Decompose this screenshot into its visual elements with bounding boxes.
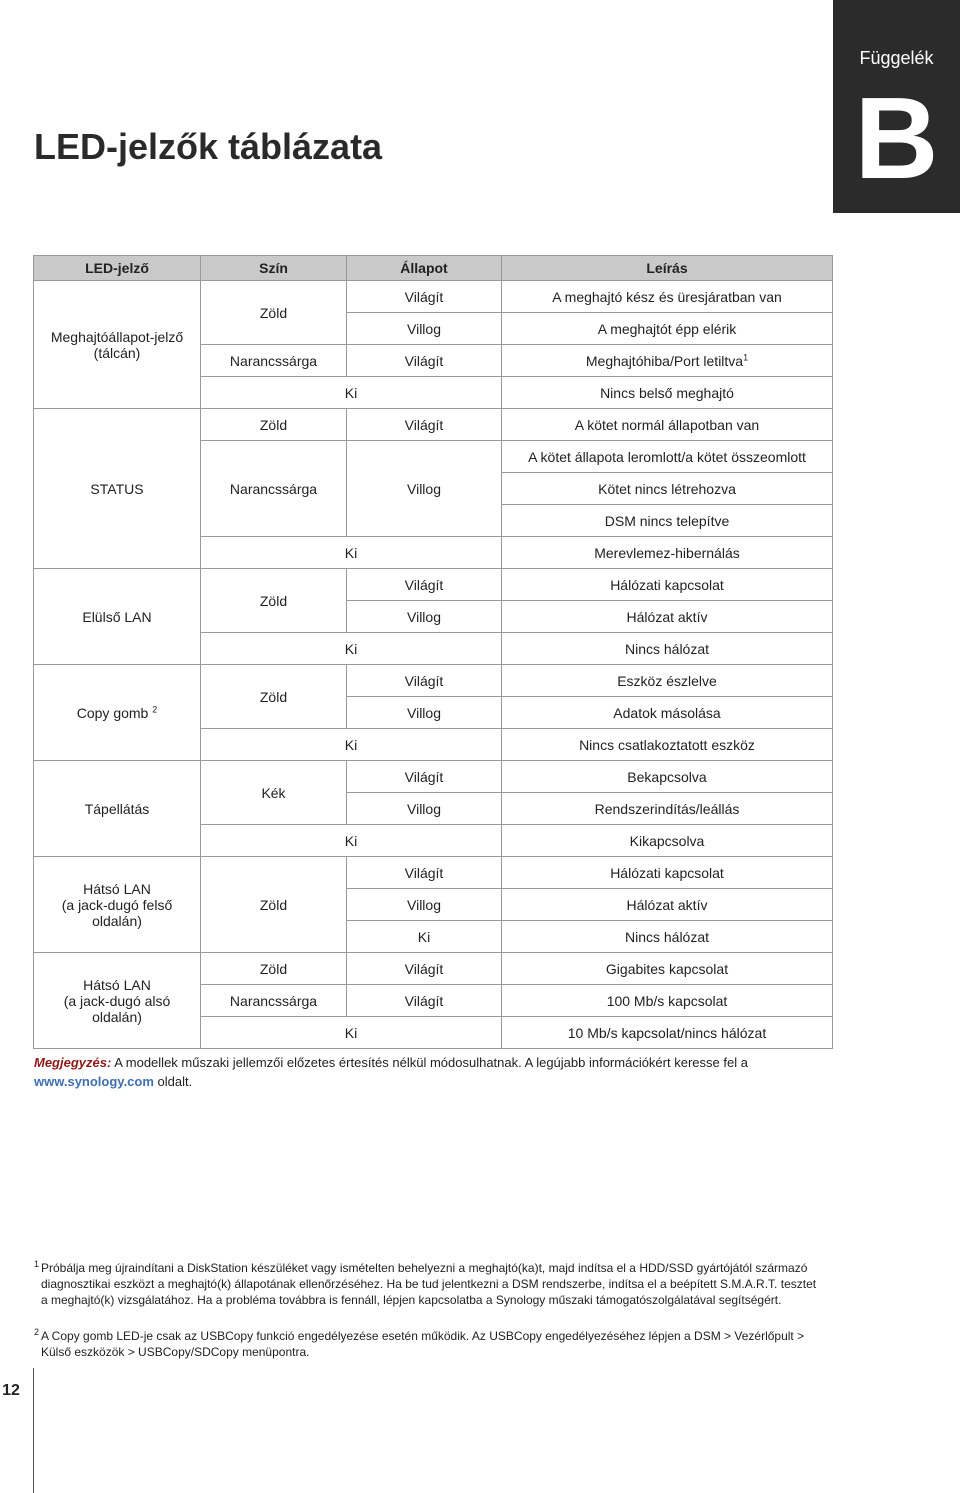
page-margin-rule [33,1368,34,1493]
table-row [34,281,833,313]
state-cell: Világít [347,345,502,377]
header-state: Állapot [347,256,502,281]
description-cell: Kikapcsolva [502,825,833,857]
note-tail: oldalt. [153,1074,193,1089]
synology-link[interactable]: www.synology.com [34,1074,154,1089]
note [34,1053,794,1091]
table-row [34,665,833,697]
state-cell: Ki [201,377,502,409]
description-cell: Hálózat aktív [502,889,833,921]
description-cell: A kötet normál állapotban van [502,409,833,441]
description-cell: Rendszerindítás/leállás [502,793,833,825]
footnote-ref: 1 [743,351,749,362]
color-cell: Zöld [201,953,347,985]
state-cell: Ki [201,537,502,569]
description-cell: Nincs hálózat [502,921,833,953]
led-power: Tápellátás [34,761,201,857]
table-header-row [34,256,833,281]
description-cell: Nincs hálózat [502,633,833,665]
led-rear-lan-bottom: Hátsó LAN (a jack-dugó alsó oldalán) [34,953,201,1049]
appendix-letter: B [854,73,939,203]
color-cell: Narancssárga [201,441,347,537]
color-cell: Zöld [201,409,347,441]
footnote-mark: 2 [34,1327,40,1337]
led-front-lan: Elülső LAN [34,569,201,665]
appendix-tab [833,0,960,213]
header-color: Szín [201,256,347,281]
state-cell: Villog [347,697,502,729]
page-title: LED-jelzők táblázata [34,126,383,167]
description-cell: Hálózati kapcsolat [502,569,833,601]
footnote-text: Próbálja meg újraindítani a DiskStation készüléket vagy ismételten behelyezni a meghajtó(ka)t, majd indítsa el a HDD/SSD gyártójától származó diagnosztikai eszközt a meghajtó(k) állapotának ellenőrzéséhez. Ha be tud jelentkezni a DSM rendszerbe, indítsa el a beépített S.M.A.R.T. tesztet a meghajtó(k) vizsgálatához. Ha a probléma továbbra is fennáll, lépjen kapcsolatba a Synology műszaki támogatószolgálatával segítségért. [41,1261,817,1307]
state-cell: Villog [347,793,502,825]
state-cell: Ki [347,921,502,953]
state-cell: Villog [347,889,502,921]
color-cell: Zöld [201,569,347,633]
footnote-mark: 1 [34,1259,40,1269]
led-table [33,255,833,1049]
description-cell: Adatok másolása [502,697,833,729]
state-cell: Világít [347,953,502,985]
state-cell: Villog [347,601,502,633]
color-cell: Zöld [201,281,347,345]
description-cell: Nincs csatlakoztatott eszköz [502,729,833,761]
description-cell: Nincs belső meghajtó [502,377,833,409]
page-number: 12 [2,1382,20,1399]
state-cell: Villog [347,313,502,345]
color-cell: Narancssárga [201,345,347,377]
description-cell: Gigabites kapcsolat [502,953,833,985]
state-cell: Ki [201,1017,502,1049]
description-cell: Bekapcsolva [502,761,833,793]
footnote-1 [34,1260,824,1308]
description-cell: Kötet nincs létrehozva [502,473,833,505]
header-description: Leírás [502,256,833,281]
description-cell: A meghajtó kész és üresjáratban van [502,281,833,313]
state-cell: Világít [347,857,502,889]
table-row [34,857,833,889]
state-cell: Ki [201,729,502,761]
state-cell: Világít [347,761,502,793]
color-cell: Kék [201,761,347,825]
description-cell: Hálózat aktív [502,601,833,633]
state-cell: Világít [347,985,502,1017]
state-cell: Ki [201,633,502,665]
footnote-2 [34,1328,824,1360]
table-row [34,569,833,601]
led-drive-status: Meghajtóállapot-jelző (tálcán) [34,281,201,409]
description-cell: Meghajtóhiba/Port letiltva$^1$ [502,345,833,377]
note-text: A modellek műszaki jellemzői előzetes értesítés nélkül módosulhatnak. A legújabb információkért keresse fel a [111,1055,748,1070]
led-rear-lan-top: Hátsó LAN (a jack-dugó felső oldalán) [34,857,201,953]
description-cell: A meghajtót épp elérik [502,313,833,345]
state-cell: Ki [201,825,502,857]
description-cell: 10 Mb/s kapcsolat/nincs hálózat [502,1017,833,1049]
description-cell: 100 Mb/s kapcsolat [502,985,833,1017]
appendix-label: Függelék [859,48,934,68]
color-cell: Narancssárga [201,985,347,1017]
state-cell: Villog [347,441,502,537]
footnote-ref: 2 [152,703,158,714]
led-copy-button: Copy gomb $^2$ [34,665,201,761]
table-row [34,409,833,441]
table-row [34,761,833,793]
description-cell: Merevlemez-hibernálás [502,537,833,569]
color-cell: Zöld [201,857,347,953]
table-row [34,953,833,985]
color-cell: Zöld [201,665,347,729]
state-cell: Világít [347,569,502,601]
description-cell: A kötet állapota leromlott/a kötet összeomlott [502,441,833,473]
state-cell: Világít [347,281,502,313]
led-status: STATUS [34,409,201,569]
description-cell: DSM nincs telepítve [502,505,833,537]
state-cell: Világít [347,409,502,441]
footnote-text: A Copy gomb LED-je csak az USBCopy funkció engedélyezése esetén működik. Az USBCopy engedélyezéséhez lépjen a DSM > Vezérlőpult > Külső eszközök > USBCopy/SDCopy menüpontra. [41,1329,805,1359]
state-cell: Világít [347,665,502,697]
description-cell: Eszköz észlelve [502,665,833,697]
description-cell: Hálózati kapcsolat [502,857,833,889]
note-label: Megjegyzés: [34,1055,112,1070]
header-led: LED-jelző [34,256,201,281]
